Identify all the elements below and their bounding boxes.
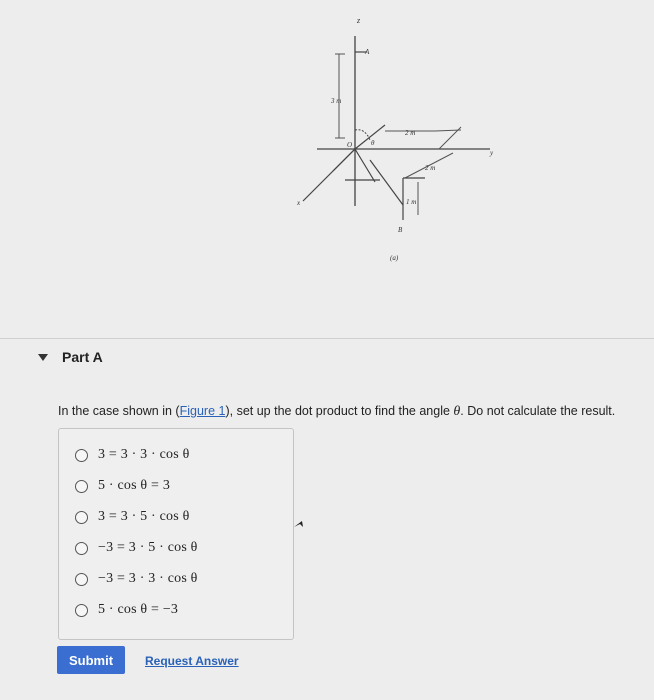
submit-button[interactable]: Submit [57,646,125,674]
answer-options [58,428,294,640]
radio-button[interactable] [75,511,88,524]
origin-label: O [347,141,353,149]
dim-2m-top-label: 2 m [405,129,416,137]
radio-button[interactable] [75,604,88,617]
option-4[interactable] [75,538,198,558]
radio-button[interactable] [75,573,88,586]
dim-1m-label: 1 m [406,198,417,206]
radio-button[interactable] [75,480,88,493]
theta-label: θ [371,139,375,147]
z-axis-label: z [357,16,361,25]
caret-down-icon[interactable] [38,354,48,361]
figure-caption: (a) [390,254,399,262]
figure-1 [285,10,505,275]
option-label: 3 = 3 · 5 · cos θ [98,509,190,524]
question-end: . Do not calculate the result. [460,404,616,418]
y-axis-label: y [490,149,494,157]
radio-button[interactable] [75,449,88,462]
part-a-header[interactable] [38,346,103,368]
x-axis-label: x [297,199,301,207]
request-answer-link[interactable]: Request Answer [145,654,239,668]
section-divider [0,338,654,339]
point-b-label: B [398,226,403,234]
option-1[interactable] [75,445,190,465]
question-suffix: ), set up the dot product to find the angle [225,404,454,418]
option-3[interactable] [75,507,190,527]
option-label: 5 · cos θ = 3 [98,478,171,493]
question-theta: θ [453,404,461,419]
option-label: −3 = 3 · 5 · cos θ [98,540,198,555]
option-label: 5 · cos θ = −3 [98,602,179,617]
option-6[interactable] [75,600,178,620]
point-a-label: A [365,48,370,56]
dim-2m-right-label: 2 m [425,164,436,172]
question-text [58,404,615,420]
option-label: 3 = 3 · 3 · cos θ [98,447,190,462]
question-prefix: In the case shown in ( [58,404,180,418]
option-5[interactable] [75,569,198,589]
option-2[interactable] [75,476,170,496]
figure-link[interactable]: Figure 1 [179,404,226,418]
part-title: Part A [62,349,103,365]
dim-3m-label: 3 m [331,97,342,105]
cursor-icon [292,515,306,533]
option-label: −3 = 3 · 3 · cos θ [98,571,198,586]
radio-button[interactable] [75,542,88,555]
